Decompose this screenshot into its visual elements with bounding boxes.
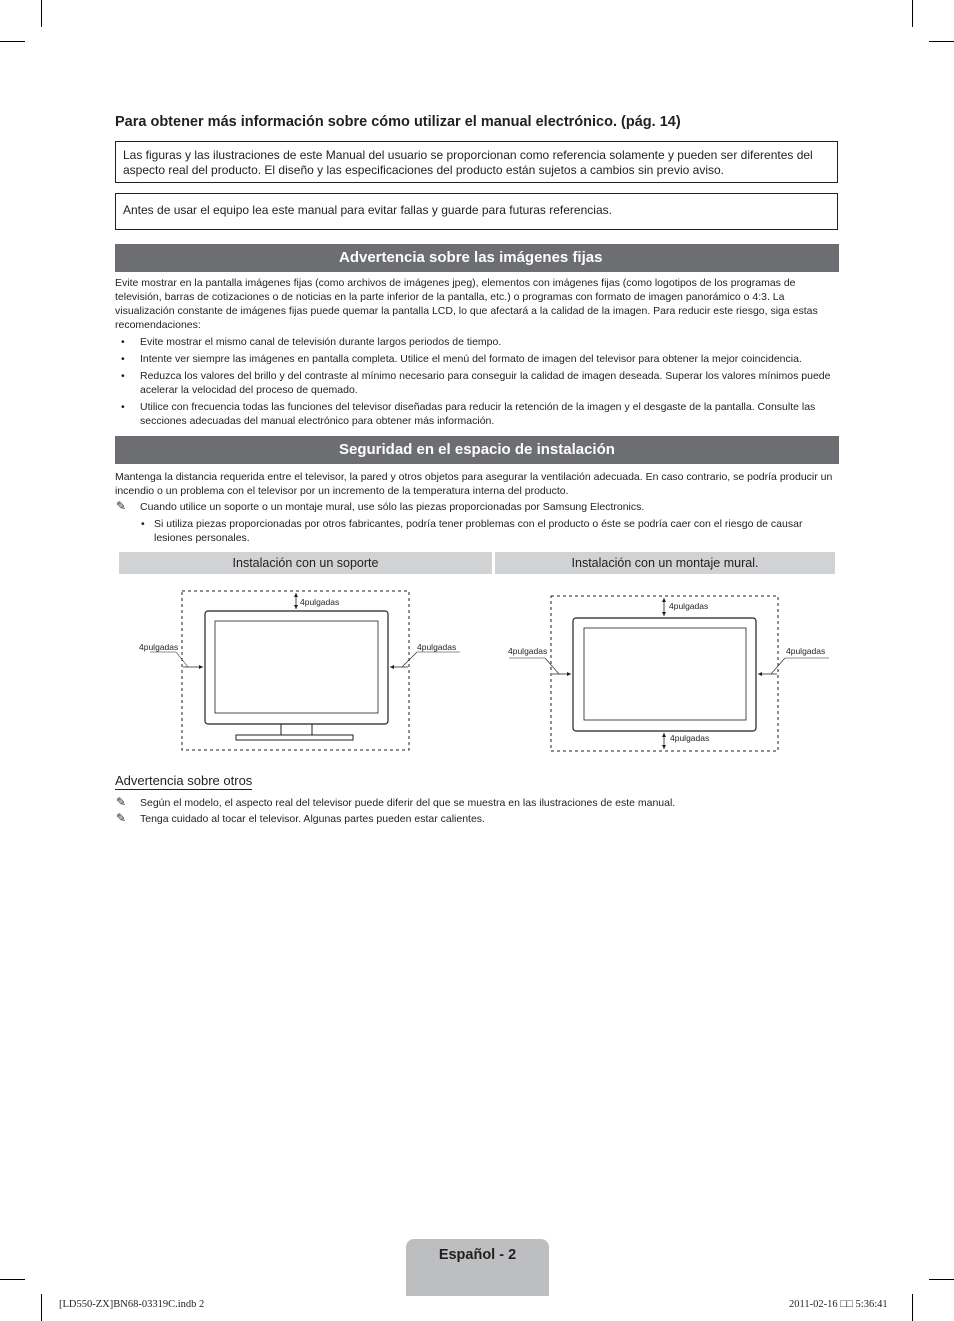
install-space-intro: Mantenga la distancia requerida entre el televisor, la pared y otros objetos para asegurar la ventilación adecuada. En caso contrario, se podría producir un incendio o un problema con el televisor por un incremento de la temperatura interna del producto. xyxy=(115,471,833,497)
crop-mark xyxy=(929,41,954,42)
pencil-note-icon: ✎ xyxy=(116,811,127,825)
notice-figures-box xyxy=(115,141,838,183)
list-item: • Utilice con frecuencia todas las funciones del televisor diseñadas para reducir la retención de la imagen y el desgaste de la pantalla. Consulte las secciones adecuadas del manual electrónico para obtener más información. xyxy=(115,400,839,428)
crop-mark xyxy=(0,41,25,42)
still-images-bullet-list xyxy=(115,335,839,431)
clearance-label: 4pulgadas xyxy=(417,642,457,652)
column-header-stand: Instalación con un soporte xyxy=(119,552,492,574)
other-warning-note-text: Según el modelo, el aspecto real del televisor puede diferir del que se muestra en las ilustraciones de este manual. xyxy=(140,797,676,809)
list-item: • Evite mostrar el mismo canal de televisión durante largos periodos de tiempo. xyxy=(115,335,839,349)
still-images-intro: Evite mostrar en la pantalla imágenes fijas (como archivos de imágenes jpeg), elementos con imágenes fijas (como logotipos de los programas de televisión, barras de cotizaciones o de noticias en la parte inferior de la pantalla, etc.) o programas con formato de imagen panorámico o 4:3. La visualización constante de imágenes fijas puede quemar la pantalla LCD, lo que afectará a la calidad de la imagen. Para reducir este riesgo, siga estas recomendaciones: xyxy=(115,277,818,331)
pencil-note-icon: ✎ xyxy=(116,795,127,809)
notice-read-box xyxy=(115,193,838,230)
other-warning-note xyxy=(115,812,839,826)
page-number-tab xyxy=(406,1239,549,1296)
bullet-icon: • xyxy=(141,518,145,530)
list-item: • Reduzca los valores del brillo y del contraste al mínimo necesario para conseguir la calidad de imagen deseada. Superar los valores mínimos puede acelerar la velocidad del proceso de quemado. xyxy=(115,369,839,397)
clearance-label: 4pulgadas xyxy=(669,601,709,611)
clearance-label: 4pulgadas xyxy=(670,733,710,743)
install-space-note-text: Cuando utilice un soporte o un montaje mural, use sólo las piezas proporcionadas por Samsung Electronics. xyxy=(140,501,645,513)
page-heading: Para obtener más información sobre cómo utilizar el manual electrónico. (pág. 14) xyxy=(115,114,681,130)
imprint-file: [LD550-ZX]BN68-03319C.indb 2 xyxy=(59,1299,205,1310)
notice-read-text: Antes de usar el equipo lea este manual para evitar fallas y guarde para futuras referencias. xyxy=(123,203,612,217)
clearance-label: 4pulgadas xyxy=(508,646,548,656)
pencil-note-icon: ✎ xyxy=(116,499,127,513)
section-header-install-space: Seguridad en el espacio de instalación xyxy=(115,436,839,464)
clearance-label: 4pulgadas xyxy=(786,646,826,656)
crop-mark xyxy=(912,0,913,27)
crop-mark xyxy=(0,1279,25,1280)
crop-mark xyxy=(912,1294,913,1321)
other-warnings-heading: Advertencia sobre otros xyxy=(115,773,253,788)
section-header-still-images: Advertencia sobre las imágenes fijas xyxy=(115,244,839,272)
list-item: • Intente ver siempre las imágenes en pantalla completa. Utilice el menú del formato de imagen del televisor para obtener la mejor coincidencia. xyxy=(115,352,839,366)
wall-mount-installation-diagram xyxy=(505,592,835,756)
install-space-sub-bullet xyxy=(115,517,839,545)
crop-mark xyxy=(929,1279,954,1280)
column-header-wall-mount: Instalación con un montaje mural. xyxy=(495,552,835,574)
other-warning-note xyxy=(115,796,839,810)
page-number: Español - 2 xyxy=(438,1247,517,1263)
crop-mark xyxy=(41,1294,42,1321)
install-space-note xyxy=(115,500,839,514)
install-space-sub-bullet-text: Si utiliza piezas proporcionadas por otros fabricantes, podría tener problemas con el producto o éste se podría caer con el riesgo de causar lesiones personales. xyxy=(154,518,803,544)
stand-installation-diagram xyxy=(130,588,470,754)
clearance-label: 4pulgadas xyxy=(300,597,340,607)
other-warning-note-text: Tenga cuidado al tocar el televisor. Algunas partes pueden estar calientes. xyxy=(140,813,485,825)
notice-figures-text: Las figuras y las ilustraciones de este Manual del usuario se proporcionan como referencia solamente y pueden ser diferentes del aspecto real del producto. El diseño y las especificaciones del producto están sujetos a cambios sin previo aviso. xyxy=(123,148,813,177)
clearance-label: 4pulgadas xyxy=(139,642,179,652)
imprint-timestamp: 2011-02-16 □□ 5:36:41 xyxy=(789,1299,888,1310)
crop-mark xyxy=(41,0,42,27)
